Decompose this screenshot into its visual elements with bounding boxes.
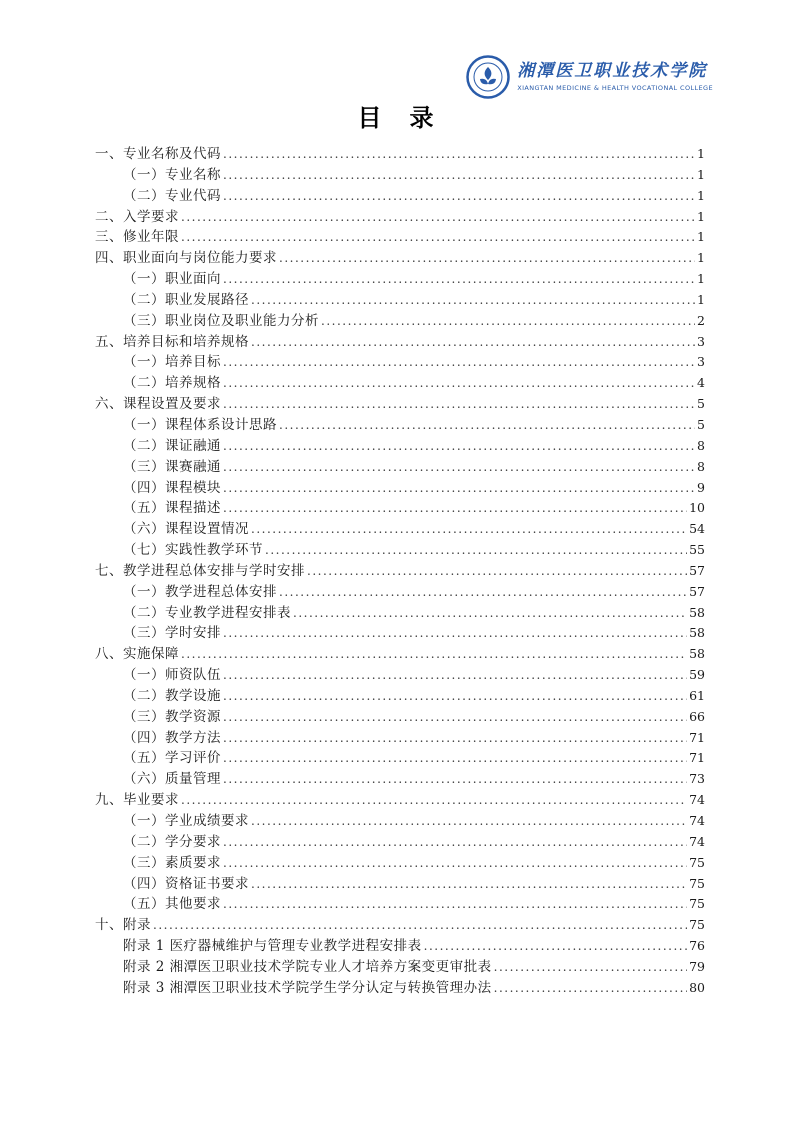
toc-dotted-leader — [153, 917, 687, 933]
toc-page-number: 1 — [697, 250, 705, 266]
toc-dotted-leader — [251, 813, 687, 829]
college-logo-text — [517, 62, 713, 92]
toc-entry-label: 附录 2 湘潭医卫职业技术学院专业人才培养方案变更审批表 — [123, 958, 492, 975]
college-name-cn: 湘潭医卫职业技术学院 — [517, 61, 708, 82]
toc-entry-label: （一）学业成绩要求 — [123, 813, 249, 829]
toc-page-number: 58 — [689, 625, 705, 641]
toc-page-number: 5 — [697, 396, 705, 412]
toc-dotted-leader — [223, 438, 695, 454]
toc-page-number: 2 — [697, 312, 705, 328]
toc-dotted-leader — [223, 396, 695, 412]
toc-entry[interactable] — [95, 434, 705, 455]
toc-page-number: 59 — [689, 667, 705, 683]
toc-page-number: 71 — [689, 750, 705, 766]
toc-entry-label: （二）学分要求 — [123, 833, 221, 850]
toc-dotted-leader — [223, 667, 687, 683]
toc-page-number: 8 — [697, 437, 705, 453]
toc-entry[interactable] — [95, 184, 705, 205]
toc-page-number: 71 — [689, 729, 705, 745]
toc-dotted-leader — [181, 209, 695, 225]
toc-entry-label: （一）专业名称 — [123, 166, 221, 183]
toc-entry-label: （二）专业代码 — [123, 187, 221, 204]
college-logo — [466, 55, 713, 99]
toc-entry-label: （六）课程设置情况 — [123, 521, 249, 538]
toc-entry-label: 八、实施保障 — [95, 646, 179, 663]
toc-entry-label: （三）素质要求 — [123, 854, 221, 871]
toc-entry[interactable] — [95, 413, 705, 434]
toc-dotted-leader — [223, 167, 695, 183]
toc-entry-label: （一）职业面向 — [123, 271, 221, 288]
toc-entry[interactable] — [95, 913, 705, 934]
toc-entry-label: （二）专业教学进程安排表 — [123, 604, 291, 621]
page-title: 目 录 — [357, 104, 436, 132]
toc-page-number: 1 — [697, 291, 705, 307]
toc-entry[interactable] — [95, 267, 705, 288]
toc-entry[interactable] — [95, 517, 705, 538]
toc-dotted-leader — [307, 563, 687, 579]
toc-page-number: 1 — [697, 229, 705, 245]
toc-dotted-leader — [223, 834, 687, 850]
toc-page-number: 9 — [697, 479, 705, 495]
toc-entry[interactable] — [95, 642, 705, 663]
toc-entry[interactable] — [95, 788, 705, 809]
toc-page-number: 3 — [697, 354, 705, 370]
toc-page-number: 55 — [689, 542, 705, 558]
toc-entry-label: 九、毕业要求 — [95, 792, 179, 809]
toc-page-number: 10 — [689, 500, 705, 516]
toc-dotted-leader — [223, 500, 687, 516]
toc-entry-label: （二）课证融通 — [123, 437, 221, 454]
toc-dotted-leader — [251, 334, 695, 350]
toc-entry-label: （四）课程模块 — [123, 479, 221, 496]
toc-page-number: 66 — [689, 708, 705, 724]
toc-page-number: 3 — [697, 333, 705, 349]
toc-entry-label: （一）教学进程总体安排 — [123, 583, 277, 600]
toc-entry-label: 三、修业年限 — [95, 229, 179, 246]
toc-entry[interactable] — [95, 934, 705, 955]
toc-entry[interactable] — [95, 705, 705, 726]
toc-dotted-leader — [293, 605, 687, 621]
toc-entry[interactable] — [95, 309, 705, 330]
toc-dotted-leader — [223, 375, 695, 391]
toc-entry[interactable] — [95, 538, 705, 559]
toc-page-number: 74 — [689, 792, 705, 808]
college-emblem-icon — [466, 55, 510, 99]
toc-page-number: 54 — [689, 521, 705, 537]
toc-entry[interactable] — [95, 851, 705, 872]
toc-entry-label: （三）教学资源 — [123, 708, 221, 725]
toc-entry[interactable] — [95, 559, 705, 580]
toc-entry-label: （二）培养规格 — [123, 375, 221, 392]
toc-entry[interactable] — [95, 163, 705, 184]
toc-entry-label: （一）培养目标 — [123, 354, 221, 371]
toc-page-number: 76 — [689, 938, 705, 954]
toc-entry[interactable] — [95, 976, 705, 997]
toc-entry-label: （六）质量管理 — [123, 771, 221, 788]
toc-entry[interactable] — [95, 225, 705, 246]
toc-dotted-leader — [223, 480, 695, 496]
toc-entry-label: （一）课程体系设计思路 — [123, 416, 277, 433]
toc-dotted-leader — [265, 542, 687, 558]
toc-entry-label: （五）学习评价 — [123, 750, 221, 767]
toc-dotted-leader — [424, 938, 687, 954]
toc-page-number: 57 — [689, 562, 705, 578]
toc-page-number: 1 — [697, 271, 705, 287]
toc-page-number: 58 — [689, 604, 705, 620]
toc-dotted-leader — [181, 229, 695, 245]
toc-entry[interactable] — [95, 142, 705, 163]
toc-dotted-leader — [223, 459, 695, 475]
toc-dotted-leader — [223, 354, 695, 370]
toc-page-number: 75 — [689, 917, 705, 933]
toc-entry-label: 六、课程设置及要求 — [95, 396, 221, 413]
toc-entry[interactable] — [95, 476, 705, 497]
toc-page-number: 80 — [689, 979, 705, 995]
toc-page-number: 74 — [689, 813, 705, 828]
toc-entry-label: （二）职业发展路径 — [123, 291, 249, 308]
toc-entry[interactable] — [95, 726, 705, 747]
toc-entry[interactable] — [95, 601, 705, 622]
toc-entry[interactable] — [95, 205, 705, 226]
toc-entry[interactable] — [95, 288, 705, 309]
toc-page-number: 75 — [689, 896, 705, 912]
toc-page-number: 8 — [697, 458, 705, 474]
toc-dotted-leader — [181, 646, 687, 662]
toc-dotted-leader — [251, 521, 687, 537]
toc-page-number: 1 — [697, 146, 705, 161]
toc-entry[interactable] — [95, 955, 705, 976]
toc-entry-label: （一）师资队伍 — [123, 667, 221, 684]
toc-entry-label: 五、培养目标和培养规格 — [95, 333, 249, 350]
toc-dotted-leader — [223, 896, 687, 912]
toc-entry[interactable] — [95, 663, 705, 684]
toc-entry[interactable] — [95, 496, 705, 517]
college-name-en: XIANGTAN MEDICINE & HEALTH VOCATIONAL COLLEGE — [517, 83, 713, 92]
toc-entry-label: （七）实践性教学环节 — [123, 542, 263, 559]
toc-entry[interactable] — [95, 392, 705, 413]
toc-entry[interactable] — [95, 830, 705, 851]
toc-entry[interactable] — [95, 371, 705, 392]
toc-page-number: 75 — [689, 854, 705, 870]
toc-dotted-leader — [223, 730, 687, 746]
toc-page-number: 1 — [697, 187, 705, 203]
toc-dotted-leader — [223, 709, 687, 725]
toc-entry[interactable] — [95, 455, 705, 476]
toc-dotted-leader — [223, 855, 687, 871]
toc-dotted-leader — [223, 188, 695, 204]
toc-entry-label: （五）其他要求 — [123, 896, 221, 913]
toc-entry[interactable] — [95, 684, 705, 705]
toc-entry-label: （五）课程描述 — [123, 500, 221, 517]
toc-entry-label: 七、教学进程总体安排与学时安排 — [95, 562, 305, 579]
toc-entry-label: 十、附录 — [95, 917, 151, 934]
toc-page-number: 4 — [697, 375, 705, 391]
toc-page-number: 79 — [689, 958, 705, 974]
toc-dotted-leader — [223, 625, 687, 641]
toc-entry-label: （四）教学方法 — [123, 729, 221, 746]
toc-dotted-leader — [279, 250, 695, 266]
toc-entry-label: 附录 3 湘潭医卫职业技术学院学生学分认定与转换管理办法 — [123, 979, 492, 996]
toc-page-number: 75 — [689, 875, 705, 891]
toc-entry[interactable] — [95, 809, 705, 830]
toc-dotted-leader — [223, 146, 695, 162]
toc-dotted-leader — [181, 792, 687, 808]
table-of-contents — [95, 142, 705, 997]
toc-entry[interactable] — [95, 621, 705, 642]
toc-dotted-leader — [223, 771, 687, 787]
toc-entry[interactable] — [95, 767, 705, 788]
toc-dotted-leader — [223, 688, 687, 704]
toc-dotted-leader — [251, 876, 687, 892]
toc-entry-label: 附录 1 医疗器械维护与管理专业教学进程安排表 — [123, 938, 422, 955]
toc-dotted-leader — [279, 417, 695, 433]
toc-page-number: 58 — [689, 646, 705, 662]
toc-page-number: 73 — [689, 771, 705, 787]
toc-entry[interactable] — [95, 580, 705, 601]
toc-entry[interactable] — [95, 330, 705, 351]
toc-entry-label: 二、入学要求 — [95, 208, 179, 225]
toc-dotted-leader — [223, 750, 687, 766]
toc-entry-label: 一、专业名称及代码 — [95, 146, 221, 162]
toc-entry-label: 四、职业面向与岗位能力要求 — [95, 250, 277, 267]
toc-dotted-leader — [251, 292, 695, 308]
toc-entry[interactable] — [95, 246, 705, 267]
toc-entry[interactable] — [95, 350, 705, 371]
toc-dotted-leader — [321, 313, 695, 329]
toc-entry[interactable] — [95, 892, 705, 913]
toc-entry[interactable] — [95, 746, 705, 767]
toc-dotted-leader — [494, 980, 687, 996]
toc-entry-label: （三）学时安排 — [123, 625, 221, 642]
toc-entry-label: （四）资格证书要求 — [123, 875, 249, 892]
toc-entry-label: （三）职业岗位及职业能力分析 — [123, 312, 319, 329]
toc-page-number: 1 — [697, 166, 705, 182]
toc-page-number: 5 — [697, 416, 705, 432]
toc-page-number: 1 — [697, 208, 705, 224]
toc-page-number: 57 — [689, 583, 705, 599]
toc-entry-label: （二）教学设施 — [123, 687, 221, 704]
toc-page-number: 61 — [689, 687, 705, 703]
toc-dotted-leader — [279, 584, 687, 600]
toc-dotted-leader — [494, 959, 687, 975]
toc-entry-label: （三）课赛融通 — [123, 458, 221, 475]
toc-page-number: 74 — [689, 833, 705, 849]
toc-entry[interactable] — [95, 872, 705, 893]
toc-dotted-leader — [223, 271, 695, 287]
